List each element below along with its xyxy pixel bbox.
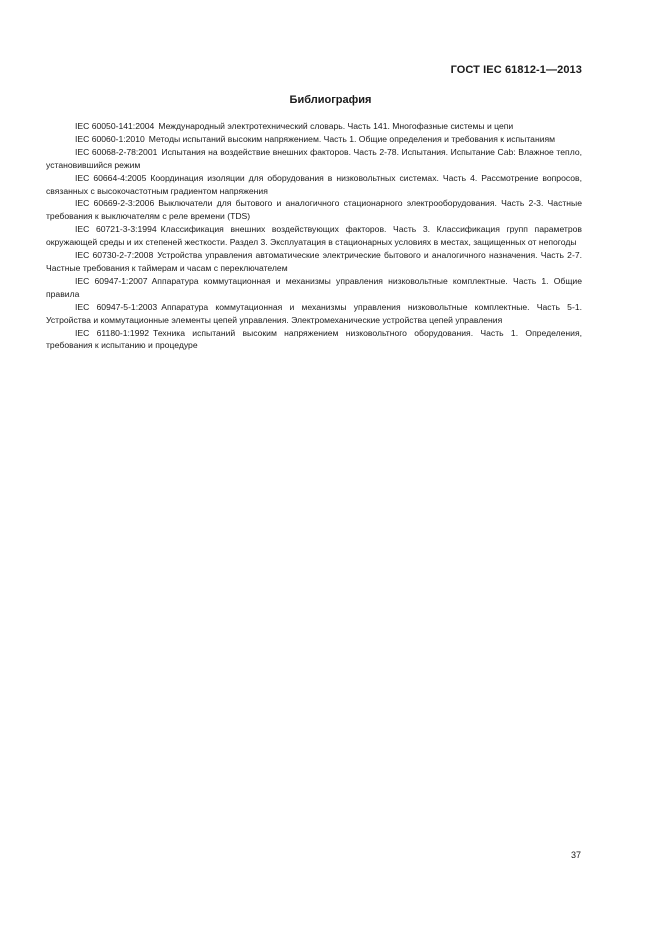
reference-title: Испытания на воздействие внешних факторов. Часть 2-78. Испытания. Испытание Cab: Влажное тепло, установившийся режим bbox=[46, 146, 582, 170]
bibliography-entry bbox=[46, 120, 582, 133]
reference-title: Международный электротехнический словарь. Часть 141. Многофазные системы и цепи bbox=[158, 121, 514, 131]
bibliography-entry bbox=[46, 133, 582, 146]
reference-code: IEC 60947-5-1:2003 bbox=[75, 301, 158, 312]
bibliography-entry bbox=[46, 249, 582, 275]
reference-title: Аппаратура коммутационная и механизмы управления низковольтные комплектные. Часть 5-1. Устройства и коммутационные элементы цепей управления. Электромеханические устройства цепей управления bbox=[46, 301, 582, 325]
reference-title: Классификация внешних воздействующих факторов. Часть 3. Классификация групп параметров окружающей среды и их степеней жесткости. Раздел 3. Эксплуатация в стационарных условиях в местах, защищенных от непогоды bbox=[46, 224, 582, 248]
reference-title: Аппаратура коммутационная и механизмы управления низковольтные комплектные. Часть 1. Общие правила bbox=[46, 275, 582, 299]
reference-title: Техника испытаний высоким напряжением низковольтного оборудования. Часть 1. Определения, требования к испытанию и процедуре bbox=[46, 327, 582, 351]
reference-code: IEC 60068-2-78:2001 bbox=[75, 146, 158, 157]
standard-designation: ГОСТ IEC 61812-1—2013 bbox=[450, 64, 582, 76]
reference-code: IEC 60060-1:2010 bbox=[75, 133, 145, 144]
bibliography-entry bbox=[46, 301, 582, 327]
page-title: Библиография bbox=[289, 94, 372, 106]
reference-title: Координация изоляции для оборудования в низковольтных системах. Часть 4. Рассмотрение вопросов, связанных с высокочастотным градиентом напряжения bbox=[46, 172, 582, 196]
bibliography-entry bbox=[46, 197, 582, 223]
reference-code: IEC 61180-1:1992 bbox=[75, 327, 150, 338]
reference-code: IEC 60947-1:2007 bbox=[75, 275, 148, 286]
reference-title: Методы испытаний высоким напряжением. Часть 1. Общие определения и требования к испытаниям bbox=[148, 133, 556, 144]
reference-title: Устройства управления автоматические электрические бытового и аналогичного назначения. Часть 2-7. Частные требования к таймерам и часам с переключателем bbox=[46, 250, 582, 273]
reference-code: IEC 60730-2-7:2008 bbox=[75, 250, 154, 261]
bibliography-entry bbox=[46, 172, 582, 198]
bibliography-entry bbox=[46, 327, 582, 353]
bibliography-entry bbox=[46, 146, 582, 172]
reference-code: IEC 60664-4:2005 bbox=[75, 172, 147, 183]
reference-code: IEC 60721-3-3:1994 bbox=[75, 224, 157, 235]
reference-code: IEC 60669-2-3:2006 bbox=[75, 198, 155, 209]
bibliography-entry bbox=[46, 223, 582, 249]
reference-title: Выключатели для бытового и аналогичного стационарного электрооборудования. Часть 2-3. Частные требования к выключателям с реле времени (TDS) bbox=[46, 198, 583, 222]
page-number: 37 bbox=[570, 850, 581, 860]
reference-code: IEC 60050-141:2004 bbox=[75, 121, 155, 131]
bibliography-list bbox=[46, 120, 582, 352]
bibliography-entry bbox=[46, 275, 582, 301]
